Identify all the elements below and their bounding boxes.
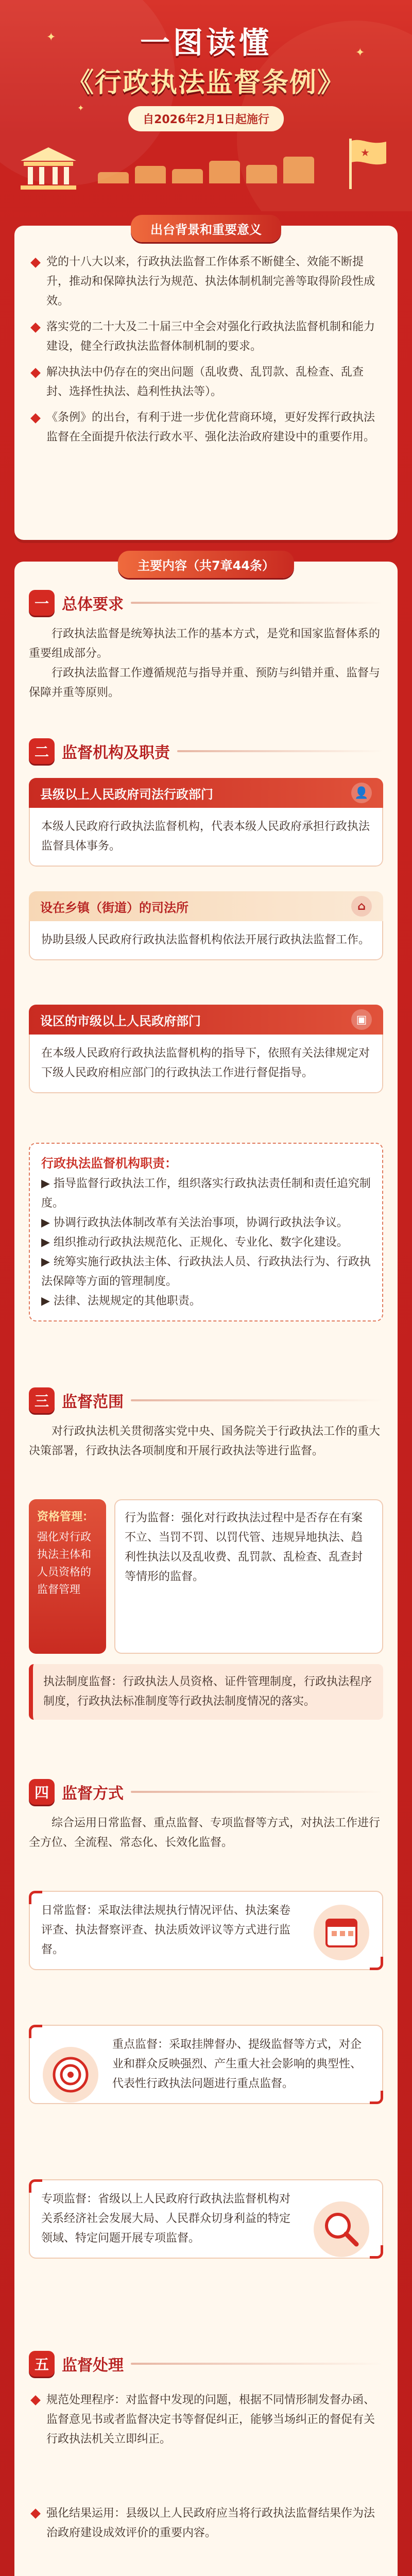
background-tag: 出台背景和重要意义 xyxy=(131,215,281,242)
list-item: 落实党的二十大及二十届三中全会对强化行政执法监督机制和能力建设，健全行政执法监督体制机制的要求。 xyxy=(32,317,380,357)
section-general-requirements xyxy=(29,588,383,703)
section-title: 监督机构及职责 xyxy=(62,744,170,762)
duty-item: ▶ 指导监督行政执法工作，组织落实行政执法责任制和责任追究制度。 xyxy=(41,1177,371,1210)
duties-box xyxy=(29,1143,383,1321)
institution-box-city xyxy=(29,1005,383,1093)
background-list xyxy=(14,226,398,466)
bullet-icon xyxy=(30,258,41,268)
duty-item: ▶ 统筹实施行政执法主体、行政执法人员、行政执法行为、行政执法保障等方面的管理制度。 xyxy=(41,1256,371,1288)
panel-title: 资格管理： xyxy=(37,1511,94,1523)
decorative-bars xyxy=(98,155,314,183)
government-building-icon xyxy=(19,145,78,191)
box-body: 在本级人民政府行政执法监督机构的指导下，依照有关法律规定对下级人民政府相应部门的行政执法工作进行督促指导。 xyxy=(29,1035,383,1093)
section-scope xyxy=(29,1386,383,1461)
divider xyxy=(131,1791,383,1793)
building-icon: ⌂ xyxy=(351,896,372,917)
bullet-icon xyxy=(30,413,41,423)
hero-kicker: 一图读懂 xyxy=(140,25,272,60)
section-title: 总体要求 xyxy=(62,596,124,614)
section-number: 一 xyxy=(29,590,55,616)
main-content-card xyxy=(14,558,398,2576)
divider xyxy=(131,2363,383,2365)
section-title: 监督处理 xyxy=(62,2357,124,2375)
divider xyxy=(177,750,383,752)
panel-text: 强化对行政执法主体和人员资格的监督管理 xyxy=(37,1531,91,1596)
section-title: 监督范围 xyxy=(62,1393,124,1411)
paragraph: 行政执法监督工作遵循规范与指导并重、预防与纠错并重、监督与保障并重等原则。 xyxy=(29,667,381,699)
box-text: 重点监督：采取挂牌督办、提级监督等方式，对企业和群众反映强烈、产生重大社会影响的典型性、代表性行政执法问题进行重点监督。 xyxy=(112,2038,362,2090)
sparkle-icon: ✦ xyxy=(46,31,56,44)
divider xyxy=(131,1399,383,1401)
box-body: 本级人民政府行政执法监督机构，代表本级人民政府承担行政执法监督具体事务。 xyxy=(29,808,383,867)
divider xyxy=(131,602,383,604)
handling-item: 强化结果运用：县级以上人民政府应当将行政执法监督结果作为法治政府建设成效评价的重要内容。 xyxy=(29,2504,383,2543)
section-institutions xyxy=(29,737,383,766)
key-supervision-box xyxy=(29,2025,383,2104)
list-item: 党的十八大以来，行政执法监督工作体系不断健全、效能不断提升，推动和保障执法行为规范、执法体制机制完善等取得阶段性成效。 xyxy=(32,252,380,311)
institutional-note: 执法制度监督：行政执法人员资格、证件管理制度，行政执法程序制度，行政执法标准制度等行政执法制度情况的落实。 xyxy=(29,1664,383,1720)
paragraph: 综合运用日常监督、重点监督、专项监督等方式，对执法工作进行全方位、全流程、常态化、长效化监督。 xyxy=(29,1817,381,1849)
institution-box-county xyxy=(29,778,383,867)
effective-date-badge: 自2026年2月1日起施行 xyxy=(128,106,284,131)
svg-text:★: ★ xyxy=(360,146,370,159)
section-number: 三 xyxy=(29,1387,55,1413)
background-card xyxy=(14,223,398,540)
list-item: 《条例》的出台，有利于进一步优化营商环境，更好发挥行政执法监督在全面提升依法行政水平、强化法治政府建设中的重要作用。 xyxy=(32,408,380,447)
main-content-tag: 主要内容（共7章44条） xyxy=(118,551,294,578)
duties-title: 行政执法监督机构职责： xyxy=(41,1156,177,1171)
handling-item: 规范处理程序：对监督中发现的问题，根据不同情形制发督办函、监督意见书或者监督决定书等督促纠正，能够当场纠正的督促有关行政执法机关立即纠正。 xyxy=(29,2391,383,2449)
section-number: 四 xyxy=(29,1779,55,1805)
hero-banner xyxy=(0,0,412,211)
box-text: 专项监督：省级以上人民政府行政执法监督机构对关系经济社会发展大局、人民群众切身利益的特定领域、特定问题开展专项监督。 xyxy=(41,2193,291,2245)
duty-item: ▶ 法律、法规规定的其他职责。 xyxy=(41,1295,201,1308)
scope-split xyxy=(29,1499,383,1654)
duty-item: ▶ 组织推动行政执法规范化、正规化、专业化、数字化建设。 xyxy=(41,1236,348,1249)
box-title: 县级以上人民政府司法行政部门 xyxy=(40,787,213,802)
bullet-icon xyxy=(30,323,41,333)
section-title: 监督方式 xyxy=(62,1785,124,1803)
section-number: 五 xyxy=(29,2351,55,2377)
special-supervision-box xyxy=(29,2179,383,2259)
flag-icon xyxy=(345,137,389,190)
institution-box-township xyxy=(29,891,383,960)
duty-item: ▶ 协调行政执法体制改革有关法治事项，协调行政执法争议。 xyxy=(41,1216,348,1229)
sparkle-icon: ✦ xyxy=(355,46,365,59)
daily-supervision-box xyxy=(29,1891,383,1970)
qualification-panel xyxy=(29,1499,106,1654)
paragraph: 行政执法监督是统筹执法工作的基本方式，是党和国家监督体系的重要组成部分。 xyxy=(29,628,381,660)
box-title: 设区的市级以上人民政府部门 xyxy=(40,1013,201,1028)
box-text: 日常监督：采取法律法规执行情况评估、执法案卷评查、执法督察评查、执法质效评议等方式进行监督。 xyxy=(41,1904,291,1956)
list-item: 解决执法中仍存在的突出问题（乱收费、乱罚款、乱检查、乱查封、选择性执法、趋利性执法等）。 xyxy=(32,363,380,402)
sparkle-icon: ✦ xyxy=(77,103,84,113)
paragraph: 对行政执法机关贯彻落实党中央、国务院关于行政执法工作的重大决策部署，行政执法各项制度和开展行政执法等进行监督。 xyxy=(29,1425,381,1458)
person-icon: 👤 xyxy=(351,783,372,803)
calendar-icon xyxy=(313,1904,370,1961)
section-methods xyxy=(29,1777,383,1853)
box-body: 协助县级人民政府行政执法监督机构依法开展行政执法监督工作。 xyxy=(29,921,383,960)
section-number: 二 xyxy=(29,738,55,764)
page-title: 《行政执法监督条例》 xyxy=(66,67,345,98)
briefcase-icon: ▣ xyxy=(351,1009,372,1030)
section-handling xyxy=(29,2349,383,2378)
magnifier-icon xyxy=(313,2201,370,2258)
behavior-panel: 行为监督：强化对行政执法过程中是否存在有案不立、当罚不罚、以罚代管、违规异地执法、趋利性执法以及乱收费、乱罚款、乱检查、乱查封等情形的监督。 xyxy=(114,1499,383,1654)
target-icon xyxy=(42,2046,99,2103)
bullet-icon xyxy=(30,368,41,378)
box-title: 设在乡镇（街道）的司法所 xyxy=(40,900,188,915)
